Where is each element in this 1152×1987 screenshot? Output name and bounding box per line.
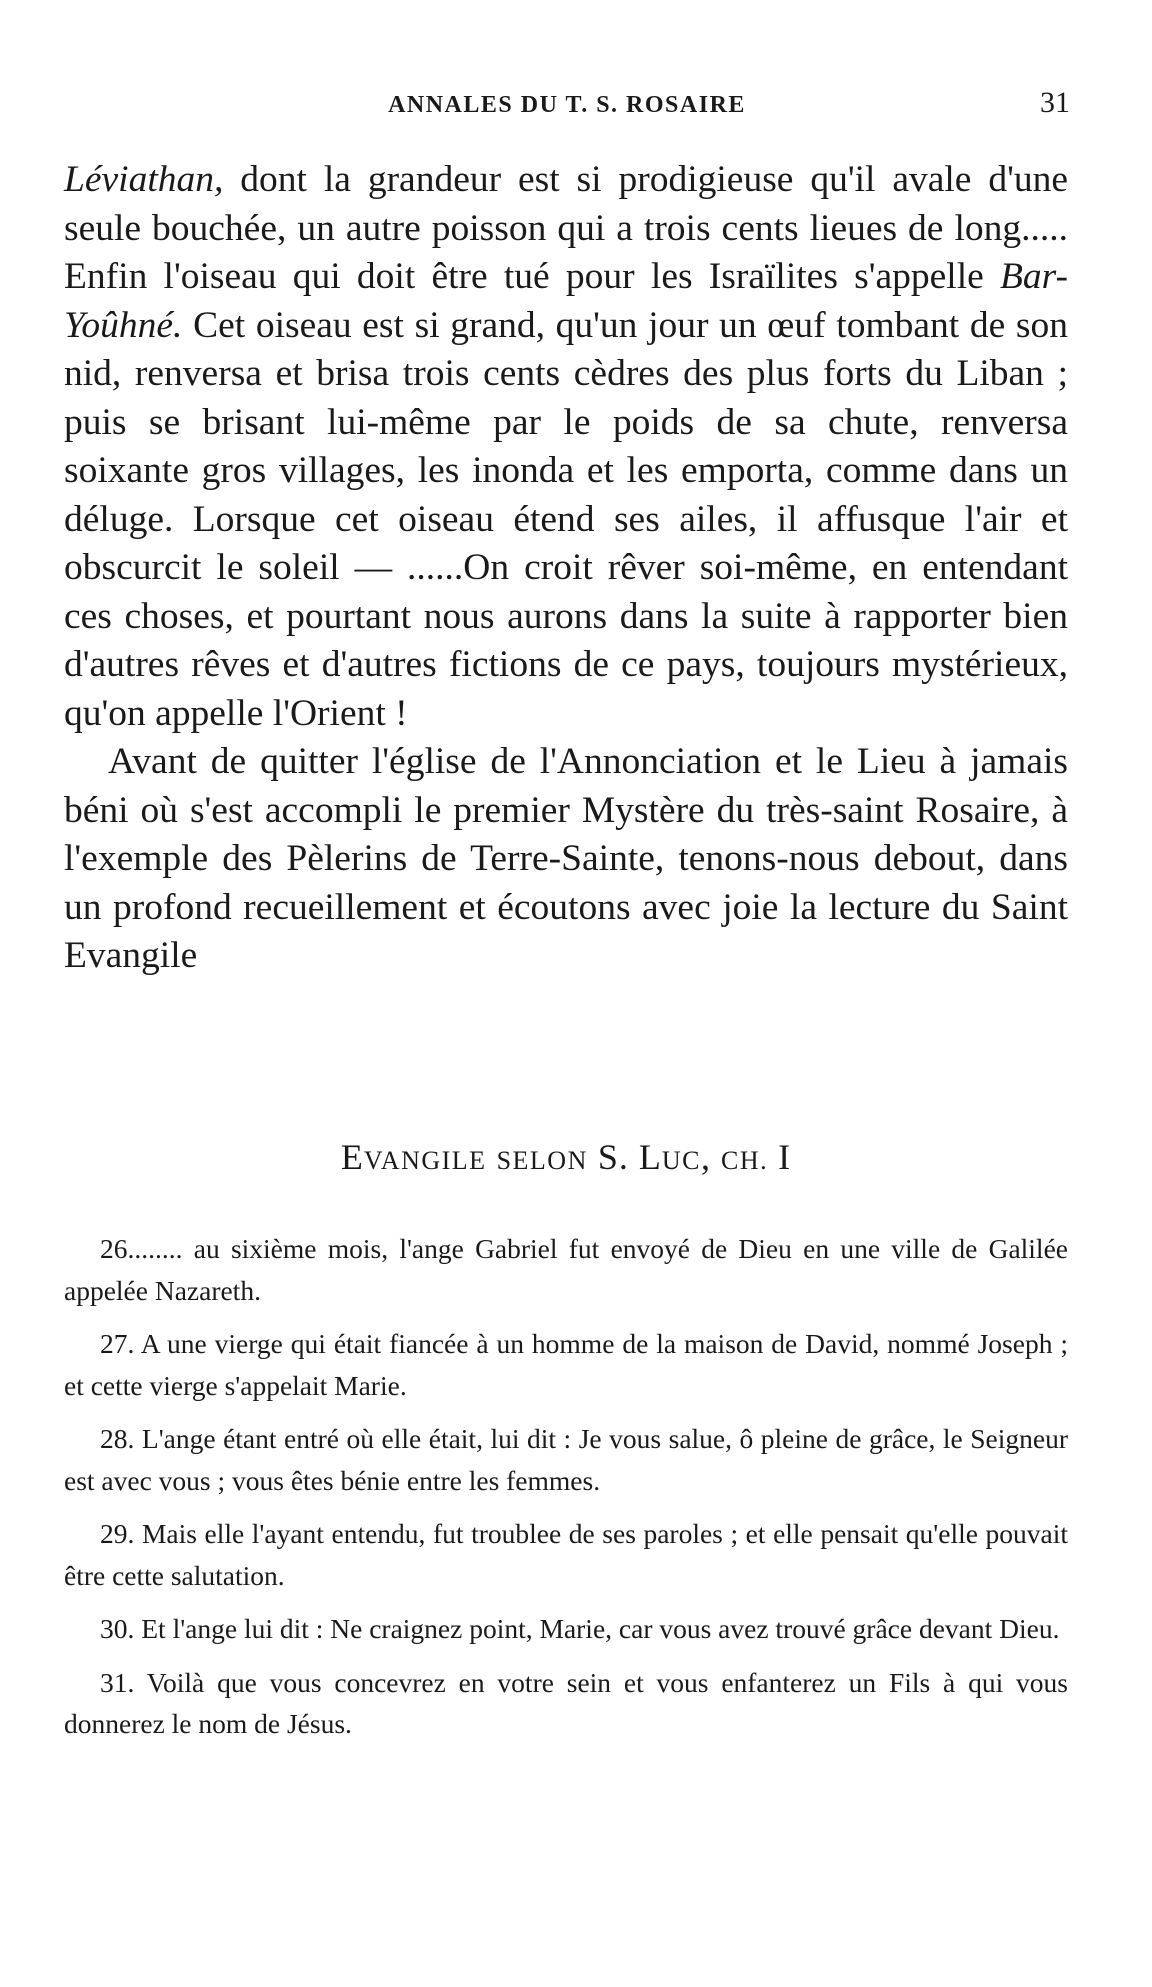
paragraph-leviathan-text-b: Cet oiseau est si grand, qu'un jour un œuf tombant de son nid, renversa et brisa trois cents cèdres des plus forts du Liban ; puis se brisant lui-même par le poids de sa chute, renversa soixante gros villages, les inonda et les emporta, comme dans un déluge. Lorsque cet oiseau étend ses ailes, il affusque l'air et obscurcit le soleil — ......On croit rêver soi-même, en entendant ces choses, et pourtant nous aurons dans la suite à rapporter bien d'autres rêves et d'autres fictions de ce pays, toujours mystérieux, qu'on appelle l'Orient ! — [64, 304, 1068, 734]
paragraph-leviathan-text-a: dont la grandeur est si prodigieuse qu'il avale d'une seule bouchée, un autre poisson qui a trois cents lieues de long..... Enfin l'oiseau qui doit être tué pour les Israïlites s'appelle — [64, 159, 1068, 297]
verse-31: 31. Voilà que vous concevrez en votre sein et vous enfanterez un Fils à qui vous donnerez le nom de Jésus. — [64, 1666, 1068, 1739]
verse-29: 29. Mais elle l'ayant entendu, fut troublee de ses paroles ; et elle pensait qu'elle pouvait être cette salutation. — [64, 1518, 1068, 1591]
verse-30: 30. Et l'ange lui dit : Ne craignez point, Marie, car vous avez trouvé grâce devant Dieu. — [100, 1613, 1060, 1644]
italic-bird-name: Bar-Yoûhné. — [64, 256, 1068, 346]
page-number: 31 — [1040, 86, 1070, 119]
heading-word-selon: SELON — [496, 1146, 588, 1175]
gospel-heading: EVANGILE SELON S. LUC, CH. I — [340, 1137, 792, 1177]
heading-word-evangile: VANGILE — [363, 1146, 487, 1175]
verse-26: 26........ au sixième mois, l'ange Gabriel fut envoyé de Dieu en une ville de Galilée appelée Nazareth. — [64, 1233, 1068, 1306]
running-title: ANNALES DU T. S. ROSAIRE — [388, 92, 746, 118]
heading-chapter-number: I — [778, 1137, 792, 1177]
heading-saint-luc: S. L — [597, 1137, 662, 1177]
paragraph-leviathan — [64, 156, 1068, 738]
heading-chapter-label: CH. — [720, 1146, 769, 1175]
paragraph-annunciation: Avant de quitter l'église de l'Annonciation et le Lieu à jamais béni où s'est accompli le premier Mystère du très-saint Rosaire, à l'exemple des Pèlerins de Terre-Sainte, tenons-nous debout, dans un profond recueillement et écoutons avec joie la lecture du Saint Evangile — [64, 741, 1068, 976]
verse-27: 27. A une vierge qui était fiancée à un homme de la maison de David, nommé Joseph ; et cette vierge s'appelait Marie. — [64, 1328, 1068, 1401]
gospel-verses — [64, 1228, 1068, 1757]
running-header — [64, 86, 1070, 132]
heading-luc-rest: UC — [661, 1146, 701, 1175]
verse-28: 28. L'ange étant entré où elle était, lui dit : Je vous salue, ô pleine de grâce, le Seigneur est avec vous ; vous êtes bénie entre les femmes. — [64, 1423, 1068, 1496]
italic-leviathan: Léviathan, — [64, 159, 224, 200]
heading-initial: E — [340, 1137, 364, 1177]
main-text — [64, 156, 1068, 981]
